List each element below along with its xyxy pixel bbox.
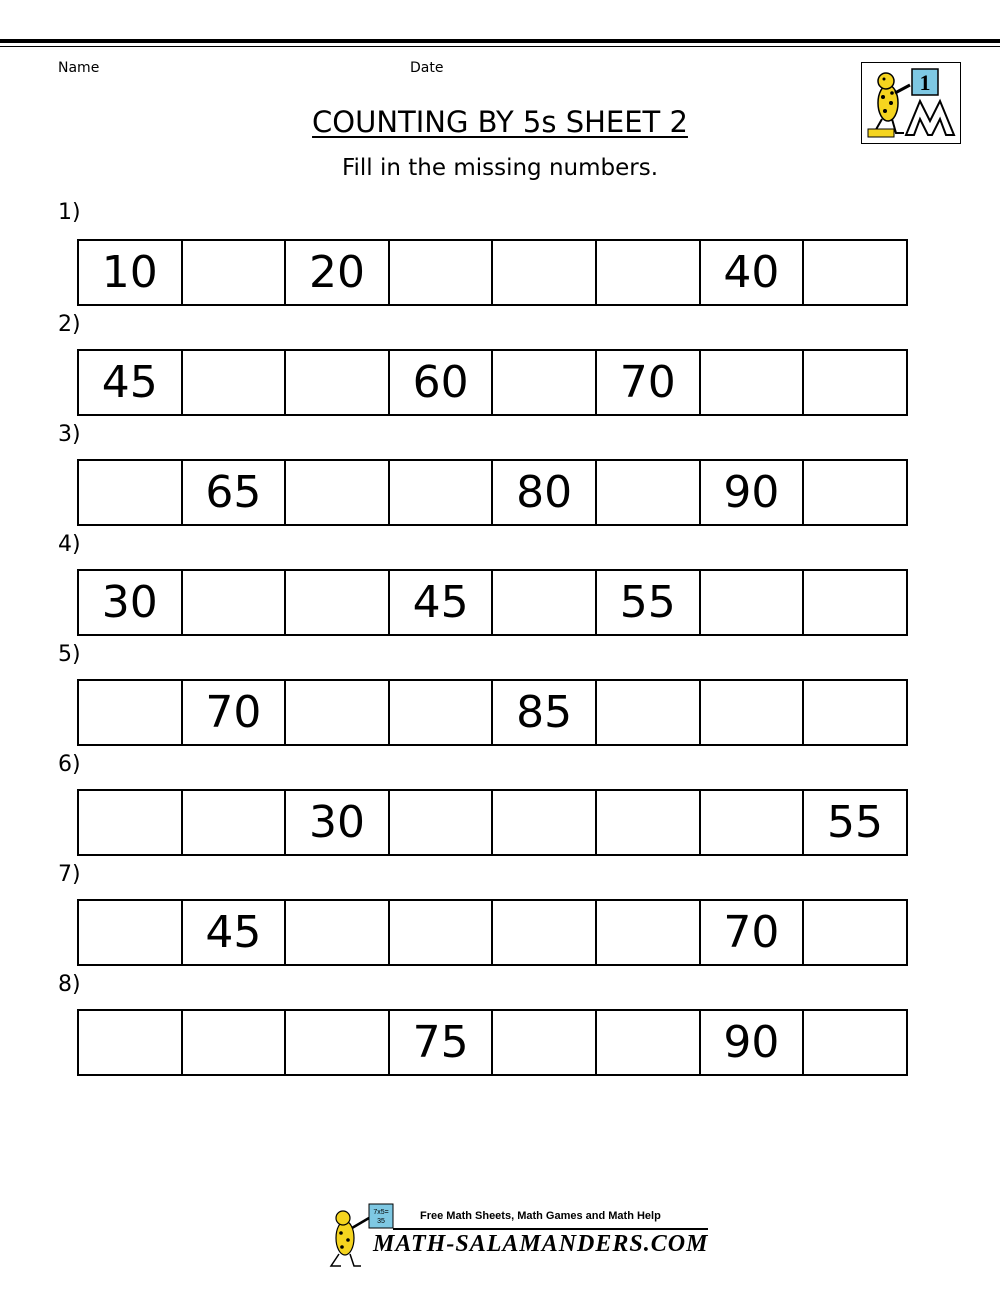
number-cell[interactable]: [181, 1009, 287, 1076]
number-cell[interactable]: [802, 899, 908, 966]
footer-logo[interactable]: [325, 1200, 715, 1270]
problem-number: 6): [58, 752, 81, 777]
number-cell[interactable]: [284, 679, 390, 746]
number-cell[interactable]: [802, 1009, 908, 1076]
number-row: [77, 789, 922, 856]
instructions: Fill in the missing numbers.: [341, 155, 659, 181]
name-label: Name: [58, 60, 100, 76]
number-cell[interactable]: 20: [284, 239, 390, 306]
number-cell[interactable]: [699, 569, 805, 636]
number-cell[interactable]: [802, 459, 908, 526]
svg-text:35: 35: [377, 1218, 385, 1225]
number-cell[interactable]: 30: [284, 789, 390, 856]
number-cell[interactable]: [699, 789, 805, 856]
number-cell[interactable]: [181, 569, 287, 636]
number-cell[interactable]: 65: [181, 459, 287, 526]
problem-number: 5): [58, 642, 81, 667]
date-label: Date: [410, 60, 444, 76]
number-cell[interactable]: [491, 899, 597, 966]
logo-badge-text: 1: [919, 70, 931, 95]
number-cell[interactable]: 45: [77, 349, 183, 416]
number-cell[interactable]: [388, 899, 494, 966]
number-row: [77, 679, 922, 746]
number-cell[interactable]: [388, 679, 494, 746]
number-cell[interactable]: [181, 789, 287, 856]
number-cell[interactable]: [77, 459, 183, 526]
number-cell[interactable]: [699, 679, 805, 746]
number-cell[interactable]: [595, 899, 701, 966]
top-rule: [0, 39, 1000, 43]
footer-tagline: Free Math Sheets, Math Games and Math Help: [420, 1210, 661, 1222]
number-cell[interactable]: [491, 789, 597, 856]
salamander-logo: [861, 62, 961, 144]
number-cell[interactable]: [491, 1009, 597, 1076]
number-cell[interactable]: 85: [491, 679, 597, 746]
number-cell[interactable]: [284, 569, 390, 636]
problem-number: 8): [58, 972, 81, 997]
footer-site-name[interactable]: MATH-SALAMANDERS.COM: [373, 1231, 709, 1257]
number-cell[interactable]: [595, 459, 701, 526]
number-cell[interactable]: [802, 679, 908, 746]
number-cell[interactable]: [77, 1009, 183, 1076]
number-cell[interactable]: 70: [595, 349, 701, 416]
number-cell[interactable]: 55: [802, 789, 908, 856]
number-row: [77, 899, 922, 966]
number-cell[interactable]: 90: [699, 459, 805, 526]
number-cell[interactable]: 70: [181, 679, 287, 746]
number-cell[interactable]: 10: [77, 239, 183, 306]
number-cell[interactable]: [77, 679, 183, 746]
number-cell[interactable]: [181, 349, 287, 416]
number-cell[interactable]: 80: [491, 459, 597, 526]
number-cell[interactable]: [595, 1009, 701, 1076]
number-cell[interactable]: 55: [595, 569, 701, 636]
number-cell[interactable]: [284, 899, 390, 966]
number-cell[interactable]: [802, 349, 908, 416]
number-cell[interactable]: [491, 239, 597, 306]
problem-number: 1): [58, 200, 81, 225]
number-cell[interactable]: 45: [181, 899, 287, 966]
number-cell[interactable]: 60: [388, 349, 494, 416]
number-cell[interactable]: [595, 679, 701, 746]
problem-number: 7): [58, 862, 81, 887]
number-cell[interactable]: [595, 239, 701, 306]
number-cell[interactable]: [699, 349, 805, 416]
number-cell[interactable]: [595, 789, 701, 856]
problem-number: 2): [58, 312, 81, 337]
number-cell[interactable]: [802, 239, 908, 306]
footer-badge-text: 7x5=: [373, 1209, 389, 1216]
number-cell[interactable]: [77, 899, 183, 966]
number-cell[interactable]: 90: [699, 1009, 805, 1076]
top-rule-thin: [0, 46, 1000, 47]
number-row: [77, 459, 922, 526]
number-cell[interactable]: 70: [699, 899, 805, 966]
number-cell[interactable]: [284, 349, 390, 416]
number-row: [77, 239, 922, 306]
number-cell[interactable]: [388, 789, 494, 856]
number-cell[interactable]: [284, 459, 390, 526]
number-row: [77, 569, 922, 636]
number-cell[interactable]: 40: [699, 239, 805, 306]
number-row: [77, 349, 922, 416]
number-row: [77, 1009, 922, 1076]
number-cell[interactable]: 45: [388, 569, 494, 636]
problem-number: 4): [58, 532, 81, 557]
number-cell[interactable]: 75: [388, 1009, 494, 1076]
number-cell[interactable]: [284, 1009, 390, 1076]
number-cell[interactable]: [491, 569, 597, 636]
number-cell[interactable]: [802, 569, 908, 636]
footer-rule: [393, 1228, 708, 1230]
number-cell[interactable]: 30: [77, 569, 183, 636]
number-cell[interactable]: [77, 789, 183, 856]
number-cell[interactable]: [388, 459, 494, 526]
number-cell[interactable]: [181, 239, 287, 306]
page-title: COUNTING BY 5s SHEET 2: [312, 105, 688, 139]
number-cell[interactable]: [491, 349, 597, 416]
problem-number: 3): [58, 422, 81, 447]
number-cell[interactable]: [388, 239, 494, 306]
